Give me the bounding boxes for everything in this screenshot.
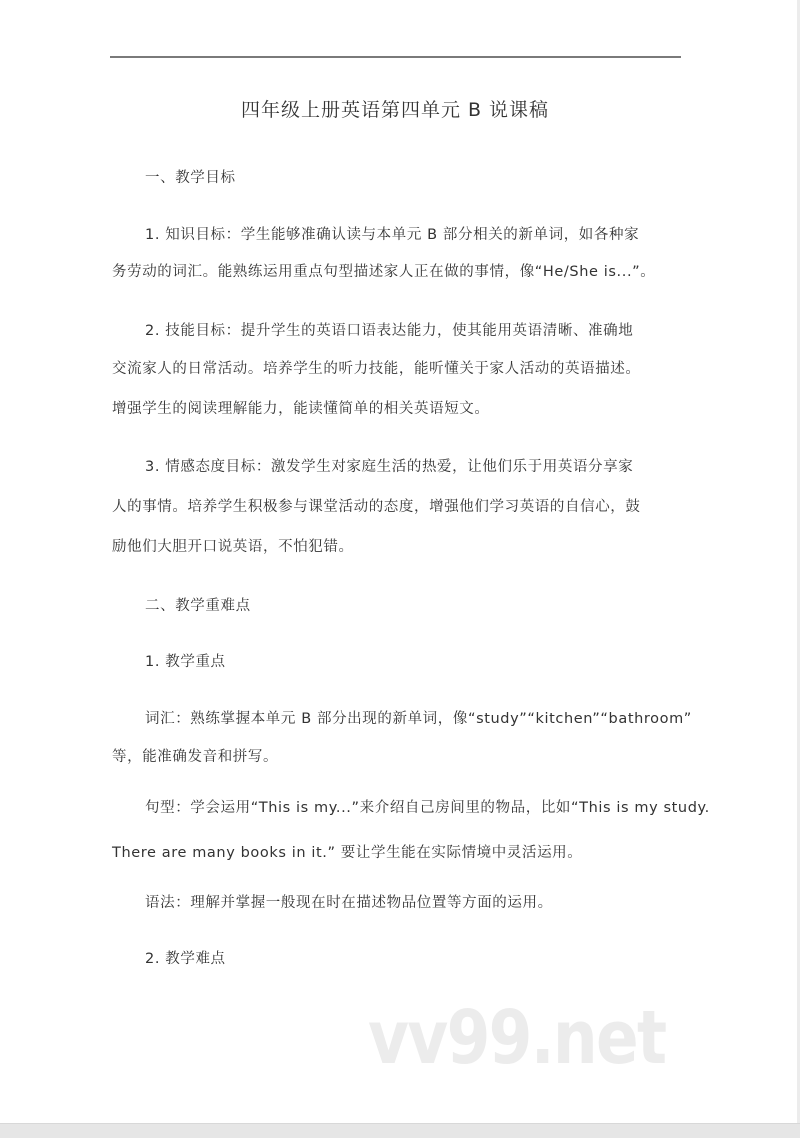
paragraph-line: 励他们大胆开口说英语，不怕犯错。: [112, 539, 354, 555]
paragraph-line: 句型：学会运用“This is my...”来介绍自己房间里的物品，比如“This is my study.: [145, 800, 710, 816]
paragraph-line: 词汇：熟练掌握本单元 B 部分出现的新单词，像“study”“kitchen”“bathroom”: [145, 711, 692, 727]
paragraph-line: 增强学生的阅读理解能力，能读懂简单的相关英语短文。: [112, 401, 490, 417]
page-bottom-border: [0, 1123, 800, 1138]
paragraph-line: 人的事情。培养学生积极参与课堂活动的态度，增强他们学习英语的自信心，鼓: [112, 499, 641, 515]
section-heading: 二、教学重难点: [145, 598, 251, 614]
watermark: vv99.net: [368, 995, 666, 1081]
document-title: 四年级上册英语第四单元 B 说课稿: [240, 99, 550, 121]
paragraph-line: 务劳动的词汇。能熟练运用重点句型描述家人正在做的事情，像“He/She is...”。: [112, 264, 656, 280]
paragraph-line: There are many books in it.” 要让学生能在实际情境中灵活运用。: [112, 845, 583, 861]
paragraph-line: 1. 知识目标：学生能够准确认读与本单元 B 部分相关的新单词，如各种家: [145, 227, 640, 243]
paragraph-line: 2. 技能目标：提升学生的英语口语表达能力，使其能用英语清晰、准确地: [145, 323, 634, 339]
section-heading: 一、教学目标: [145, 170, 236, 186]
subsection-heading: 2. 教学难点: [145, 951, 226, 967]
paragraph-line: 等，能准确发音和拼写。: [112, 749, 279, 765]
header-rule: [110, 56, 681, 58]
paragraph-line: 3. 情感态度目标：激发学生对家庭生活的热爱，让他们乐于用英语分享家: [145, 459, 634, 475]
subsection-heading: 1. 教学重点: [145, 654, 226, 670]
paragraph-line: 交流家人的日常活动。培养学生的听力技能，能听懂关于家人活动的英语描述。: [112, 361, 641, 377]
paragraph-line: 语法：理解并掌握一般现在时在描述物品位置等方面的运用。: [145, 895, 553, 911]
